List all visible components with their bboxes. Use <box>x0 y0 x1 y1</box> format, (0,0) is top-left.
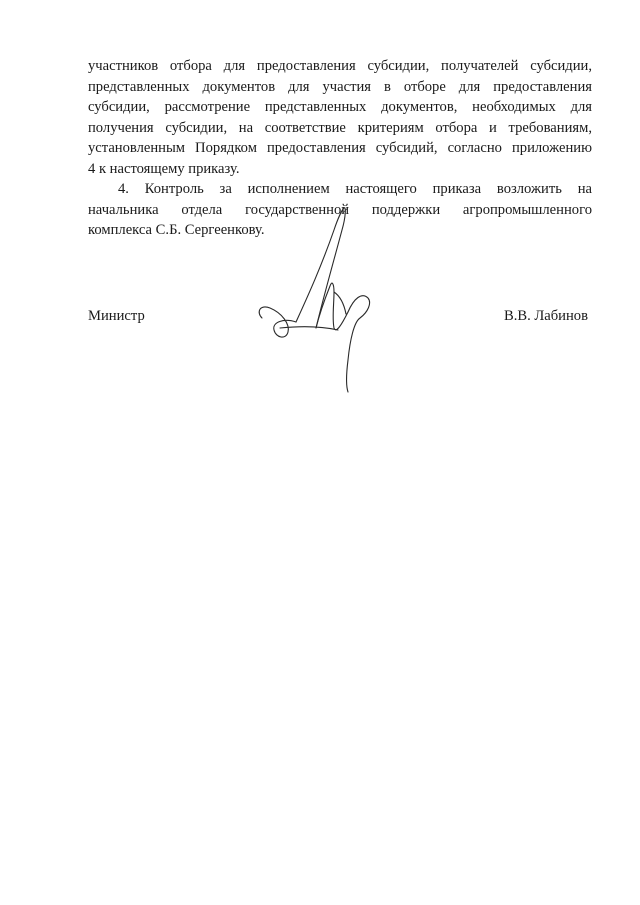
text-line: получения субсидии, на соответствие критериям отбора и требованиям, <box>88 119 592 136</box>
signatory-name: В.В. Лабинов <box>503 308 588 324</box>
item-4-line: начальника отдела государственной поддержки агропромышленного <box>88 201 592 218</box>
text-line: 4 к настоящему приказу. <box>88 160 240 177</box>
text-line: субсидии, рассмотрение представленных документов, необходимых для <box>88 99 592 115</box>
text-line: участников отбора для предоставления субсидии, получателей субсидии, <box>88 58 592 74</box>
text-line: установленным Порядком предоставления субсидий, согласно приложению <box>88 140 592 156</box>
text-line: представленных документов для участия в отборе для предоставления <box>88 78 592 95</box>
item-4-line: 4. Контроль за исполнением настоящего приказа возложить на <box>118 181 592 197</box>
item-4-line: комплекса С.Б. Сергеенкову. <box>88 222 265 238</box>
handwritten-signature <box>250 200 390 400</box>
signatory-title: Министр <box>88 308 145 324</box>
